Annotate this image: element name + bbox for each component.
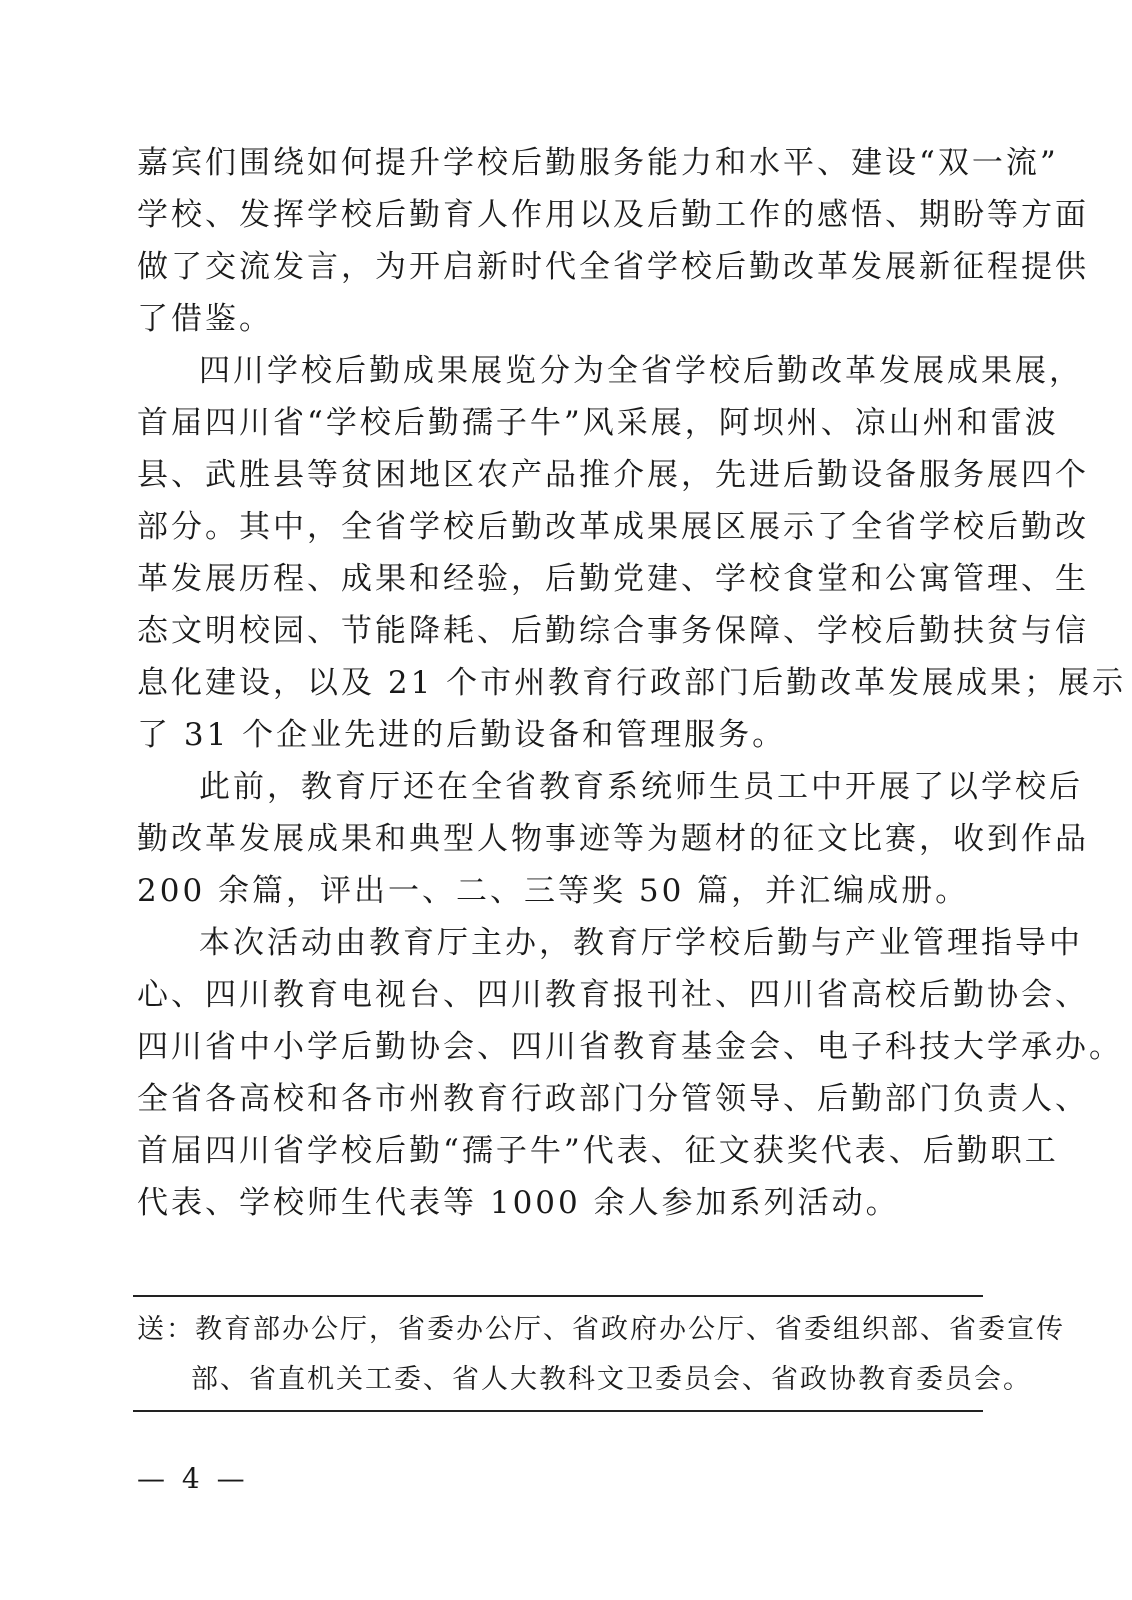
text-line: 息化建设，以及 21 个市州教育行政部门后勤改革发展成果；展示 (137, 665, 1127, 701)
text-line: 嘉宾们围绕如何提升学校后勤服务能力和水平、建设“双一流” (137, 145, 1059, 181)
page-number: — 4 — (137, 1462, 249, 1495)
text-line: 四川学校后勤成果展览分为全省学校后勤改革发展成果展， (199, 353, 1083, 389)
distribution-bottom-rule (133, 1410, 983, 1412)
distribution-line: 送：教育部办公厅，省委办公厅、省政府办公厅、省委组织部、省委宣传 (137, 1314, 1065, 1345)
text-line: 本次活动由教育厅主办，教育厅学校后勤与产业管理指导中 (199, 925, 1083, 961)
text-line: 做了交流发言，为开启新时代全省学校后勤改革发展新征程提供 (137, 249, 1089, 285)
text-line: 全省各高校和各市州教育行政部门分管领导、后勤部门负责人、 (137, 1081, 1089, 1117)
text-line: 代表、学校师生代表等 1000 余人参加系列活动。 (137, 1185, 900, 1221)
text-line: 县、武胜县等贫困地区农产品推介展，先进后勤设备服务展四个 (137, 457, 1089, 493)
text-line: 四川省中小学后勤协会、四川省教育基金会、电子科技大学承办。 (137, 1029, 1123, 1065)
text-line: 态文明校园、节能降耗、后勤综合事务保障、学校后勤扶贫与信 (137, 613, 1089, 649)
text-line: 200 余篇，评出一、二、三等奖 50 篇，并汇编成册。 (137, 873, 970, 909)
text-line: 此前，教育厅还在全省教育系统师生员工中开展了以学校后 (199, 769, 1083, 805)
text-line: 部分。其中，全省学校后勤改革成果展区展示了全省学校后勤改 (137, 509, 1089, 545)
text-line: 了 31 个企业先进的后勤设备和管理服务。 (137, 717, 787, 753)
distribution-list (137, 1305, 1065, 1405)
paragraph (137, 137, 1089, 345)
paragraph (137, 917, 1123, 1229)
text-line: 心、四川教育电视台、四川教育报刊社、四川省高校后勤协会、 (137, 977, 1089, 1013)
distribution-top-rule (133, 1295, 983, 1297)
paragraph (137, 345, 1127, 761)
text-line: 勤改革发展成果和典型人物事迹等为题材的征文比赛，收到作品 (137, 821, 1089, 857)
text-line: 首届四川省“学校后勤孺子牛”风采展，阿坝州、凉山州和雷波 (137, 405, 1059, 441)
text-line: 了借鉴。 (137, 301, 273, 337)
text-line: 首届四川省学校后勤“孺子牛”代表、征文获奖代表、后勤职工 (137, 1133, 1059, 1169)
text-line: 革发展历程、成果和经验，后勤党建、学校食堂和公寓管理、生 (137, 561, 1089, 597)
text-line: 学校、发挥学校后勤育人作用以及后勤工作的感悟、期盼等方面 (137, 197, 1089, 233)
document-body (137, 137, 1127, 1229)
distribution-line: 部、省直机关工委、省人大教科文卫委员会、省政协教育委员会。 (191, 1364, 1032, 1395)
paragraph (137, 761, 1089, 917)
